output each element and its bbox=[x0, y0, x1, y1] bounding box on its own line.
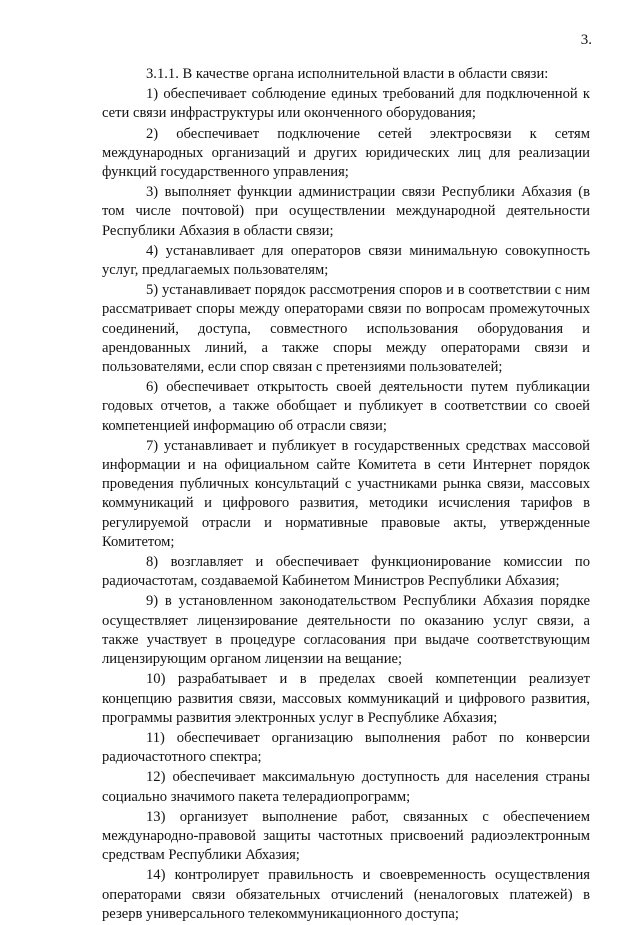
section-heading: 3.1.1. В качестве органа исполнительной власти в области связи: bbox=[146, 66, 549, 82]
list-item-6: 6) обеспечивает открытость своей деятельности путем публикации годовых отчетов, а также обобщает и публикует в соответствии со своей компетенцией информацию об отрасли связи; bbox=[102, 379, 590, 434]
list-item-4: 4) устанавливает для операторов связи минимальную совокупность услуг, предлагаемых пользователям; bbox=[102, 242, 590, 279]
list-item-7: 7) устанавливает и публикует в государственных средствах массовой информации и на официальном сайте Комитета в сети Интернет порядок проведения публичных консультаций с участниками рынка связи, массовых коммуникаций и цифрового развития, методики исчисления тарифов в регулируемой отрасли и нормативные правовые акты, утвержденные Комитетом; bbox=[102, 437, 590, 550]
list-item-2: 2) обеспечивает подключение сетей электросвязи к сетям международных организаций и других юридических лиц для реализации функций государственного управления; bbox=[102, 125, 590, 181]
list-item-11: 11) обеспечивает организацию выполнения работ по конверсии радиочастотного спектра; bbox=[102, 729, 590, 766]
list-item-8: 8) возглавляет и обеспечивает функционирование комиссии по радиочастотам, создаваемой Кабинетом Министров Республики Абхазия; bbox=[102, 554, 590, 590]
list-item-13: 13) организует выполнение работ, связанных с обеспечением международно-правовой защиты частотных присвоений радиоэлектронным средствам Республики Абхазия; bbox=[102, 808, 590, 864]
list-item-9: 9) в установленном законодательством Республики Абхазия порядке осуществляет лицензирование деятельности по оказанию услуг связи, а также участвует в процедуре согласования при выдаче соответствующим лицензирующим органом лицензии на вещание; bbox=[102, 593, 590, 668]
page-number: 3. bbox=[580, 32, 592, 48]
document-body bbox=[102, 65, 590, 925]
list-item-3: 3) выполняет функции администрации связи Республики Абхазия (в том числе почтовой) при осуществлении международной деятельности Республики Абхазия в области связи; bbox=[102, 184, 590, 239]
list-item-10: 10) разрабатывает и в пределах своей компетенции реализует концепцию развития связи, массовых коммуникаций и цифрового развития, программы развития электронных услуг в Республике Абхазия; bbox=[102, 671, 590, 726]
list-item-1: 1) обеспечивает соблюдение единых требований для подключенной к сети связи инфраструктуры или оконченного оборудования; bbox=[102, 86, 590, 122]
list-item-5: 5) устанавливает порядок рассмотрения споров и в соответствии с ним рассматривает споры между операторами связи по вопросам промежуточных соединений, доступа, совместного использования оборудования и арендованных линий, а также споры между операторами связи и пользователями, если спор связан с претензиями пользователей; bbox=[102, 282, 590, 376]
list-item-12: 12) обеспечивает максимальную доступность для населения страны социально значимого пакета телерадиопрограмм; bbox=[102, 769, 590, 805]
list-item-14: 14) контролирует правильность и своевременность осуществления операторами связи обязательных отчислений (неналоговых платежей) в резерв универсального телекоммуникационного доступа; bbox=[102, 867, 590, 922]
